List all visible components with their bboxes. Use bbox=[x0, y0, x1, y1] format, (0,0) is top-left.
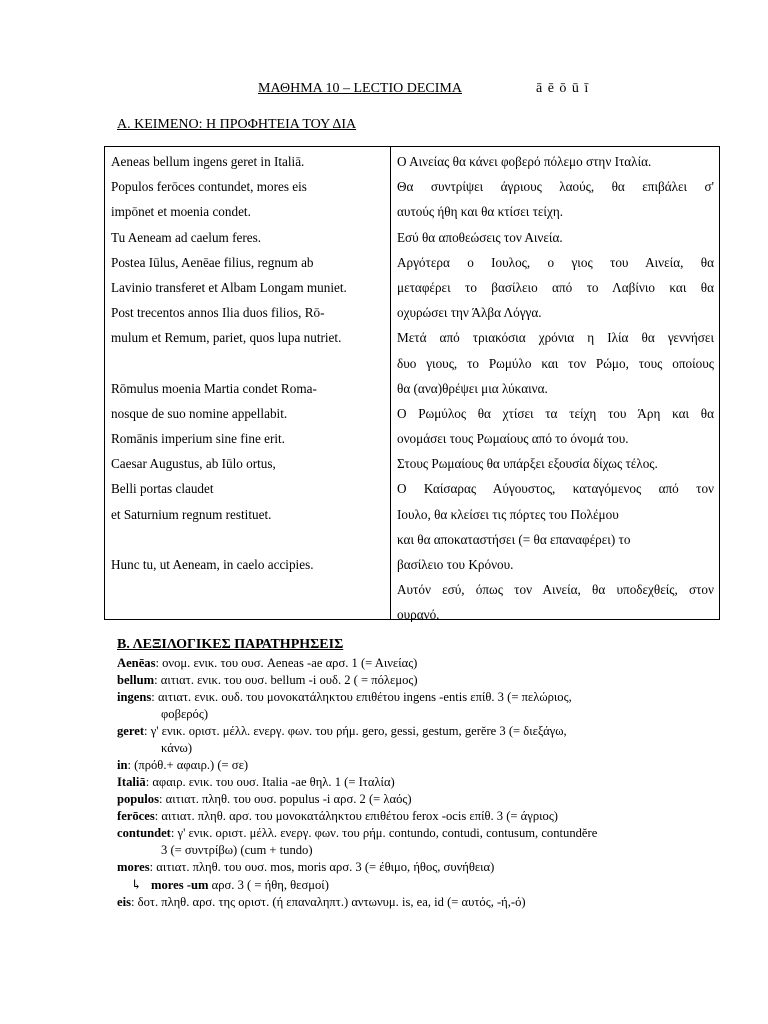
vocab-entry bbox=[117, 859, 737, 876]
greek-line: Αυτόν εσύ, όπως τον Αινεία, θα υποδεχθείς, στον bbox=[397, 582, 714, 598]
greek-line: αυτούς ήθη και θα κτίσει τείχη. bbox=[397, 204, 564, 220]
latin-line bbox=[111, 577, 387, 602]
latin-line bbox=[111, 351, 387, 376]
vocab-headword: Aenēas bbox=[117, 656, 156, 670]
text-translation-table bbox=[104, 146, 720, 623]
latin-line: Romānis imperium sine fine erit. bbox=[111, 431, 285, 447]
vocab-headword: ferōces bbox=[117, 809, 155, 823]
latin-line: nosque de suo nomine appellabit. bbox=[111, 405, 288, 421]
greek-line: ονομάσει τους Ρωμαίους από το όνομά του. bbox=[397, 431, 629, 447]
vocab-entry bbox=[117, 655, 737, 672]
latin-line: Caesar Augustus, ab Iūlo ortus, bbox=[111, 456, 276, 472]
macron-vowels: ā ē ō ū ī bbox=[536, 81, 590, 96]
vocab-definition: : αιτιατ. πληθ. του ουσ. mos, moris αρσ. 3 (= έθιμο, ήθος, συνήθεια) bbox=[149, 860, 495, 874]
vocab-headword: contundet bbox=[117, 826, 171, 840]
vocab-headword: in bbox=[117, 758, 128, 772]
greek-line: μεταφέρει το βασίλειο από το Λαβίνιο και θα bbox=[397, 279, 714, 295]
vocab-headword: mores -um bbox=[151, 878, 209, 892]
greek-line: οχυρώσει την Άλβα Λόγγα. bbox=[397, 305, 542, 321]
latin-text-column bbox=[111, 149, 387, 628]
latin-line: Lavinio transferet et Albam Longam muniet. bbox=[111, 279, 347, 295]
vocab-entry bbox=[117, 774, 737, 791]
greek-line: Ιουλο, θα κλείσει τις πόρτες του Πολέμου bbox=[397, 506, 619, 522]
latin-line: mulum et Remum, pariet, quos lupa nutriet. bbox=[111, 330, 342, 346]
vocab-headword: Italiā bbox=[117, 775, 146, 789]
vocab-entry bbox=[117, 808, 737, 825]
greek-line: Θα συντρίψει άγριους λαούς, θα επιβάλει σ' bbox=[397, 179, 714, 195]
greek-line: βασίλειο του Κρόνου. bbox=[397, 557, 514, 572]
latin-line: Post trecentos annos Ilia duos filios, Rō- bbox=[111, 305, 325, 321]
vocab-headword: mores bbox=[117, 860, 150, 874]
vocab-entry bbox=[117, 672, 737, 689]
greek-translation-column bbox=[397, 149, 714, 628]
vocab-definition: : αιτιατ. πληθ. του ουσ. populus -i αρσ. 2 (= λαός) bbox=[159, 792, 412, 806]
vocab-entry bbox=[117, 723, 737, 740]
greek-line: Ο Ρωμύλος θα χτίσει τα τείχη του Άρη και θα bbox=[397, 405, 714, 421]
greek-line: Ο Καίσαρας Αύγουστος, καταγόμενος από τον bbox=[397, 481, 714, 497]
column-divider bbox=[390, 147, 391, 619]
vocab-definition: : αφαιρ. ενικ. του ουσ. Italia -ae θηλ. 1 (= Ιταλία) bbox=[145, 775, 395, 789]
vocab-headword: geret bbox=[117, 724, 145, 738]
latin-line: impōnet et moenia condet. bbox=[111, 204, 251, 220]
vocab-headword: ingens bbox=[117, 690, 152, 704]
vocab-subentry bbox=[117, 876, 737, 894]
vocab-definition: : (πρόθ.+ αφαιρ.) (= σε) bbox=[127, 758, 249, 772]
vocab-entry bbox=[117, 894, 737, 911]
latin-line: Belli portas claudet bbox=[111, 481, 214, 497]
vocab-headword: populos bbox=[117, 792, 160, 806]
vocab-continuation: 3 (= συντρίβω) (cum + tundo) bbox=[161, 843, 313, 857]
greek-line: Ο Αινείας θα κάνει φοβερό πόλεμο στην Ιταλία. bbox=[397, 154, 652, 169]
section-a-heading: Α. ΚΕΙΜΕΝΟ: Η ΠΡΟΦΗΤΕΙΑ ΤΟΥ ΔΙΑ bbox=[117, 117, 357, 132]
vocab-continuation: φοβερός) bbox=[161, 707, 209, 721]
greek-line: ουρανό. bbox=[397, 607, 440, 623]
greek-line: δυο γιους, το Ρωμύλο και τον Ρώμο, τους οποίους bbox=[397, 355, 714, 371]
latin-line: Populos ferōces contundet, mores eis bbox=[111, 179, 307, 195]
vocab-definition: : αιτιατ. πληθ. αρσ. του μονοκατάληκτου επιθέτου ferox -ocis επίθ. 3 (= άγριος) bbox=[154, 809, 558, 823]
arrow-icon: ↳ bbox=[131, 877, 142, 892]
vocab-definition: : γ' ενικ. οριστ. μέλλ. ενεργ. φων. του ρήμ. gero, gessi, gestum, gerĕre 3 (= διεξάγω, bbox=[144, 724, 567, 738]
greek-line: θα (ανα)θρέψει μια λύκαινα. bbox=[397, 380, 548, 396]
vocab-definition: : ονομ. ενικ. του ουσ. Aeneas -ae αρσ. 1 (= Αινείας) bbox=[155, 656, 418, 670]
vocab-entry bbox=[117, 825, 737, 842]
latin-line: Aeneas bellum ingens geret in Italiā. bbox=[111, 154, 305, 169]
vocab-entry bbox=[117, 757, 737, 774]
latin-line bbox=[111, 602, 387, 627]
vocab-definition: : αιτιατ. ενικ. ουδ. του μονοκατάληκτου επιθέτου ingens -entis επίθ. 3 (= πελώριος, bbox=[151, 690, 572, 704]
vocabulary-notes bbox=[117, 655, 737, 911]
vocab-entry bbox=[117, 689, 737, 706]
section-b-heading: Β. ΛΕΞΙΛΟΓΙΚΕΣ ΠΑΡΑΤΗΡΗΣΕΙΣ bbox=[117, 637, 344, 652]
latin-line: Rōmulus moenia Martia condet Roma- bbox=[111, 380, 317, 396]
greek-line: Εσύ θα αποθεώσεις τον Αινεία. bbox=[397, 229, 563, 245]
greek-line: και θα αποκαταστήσει (= θα επαναφέρει) το bbox=[397, 531, 631, 547]
latin-line bbox=[111, 527, 387, 552]
lesson-title: ΜΑΘΗΜΑ 10 – LECTIO DECIMA bbox=[258, 81, 462, 96]
vocab-definition: : δοτ. πληθ. αρσ. της οριστ. (ή επαναληπτ.) αντωνυμ. is, ea, id (= αυτός, -ή,-ό) bbox=[131, 895, 526, 909]
greek-line: Αργότερα ο Ιουλος, ο γιος του Αινεία, θα bbox=[397, 254, 714, 270]
latin-line: Hunc tu, ut Aeneam, in caelo accipies. bbox=[111, 557, 314, 572]
vocab-headword: bellum bbox=[117, 673, 155, 687]
vocab-continuation: κάνω) bbox=[161, 741, 193, 755]
latin-line: Tu Aeneam ad caelum feres. bbox=[111, 229, 262, 245]
greek-line: Στους Ρωμαίους θα υπάρξει εξουσία δίχως τέλος. bbox=[397, 456, 658, 472]
vocab-headword: eis bbox=[117, 895, 131, 909]
vocab-entry bbox=[117, 791, 737, 808]
vocab-definition: αρσ. 3 ( = ήθη, θεσμοί) bbox=[208, 878, 329, 892]
greek-line: Μετά από τριακόσια χρόνια η Ιλία θα γεννήσει bbox=[397, 330, 714, 346]
document-title bbox=[0, 81, 768, 101]
latin-line: et Saturnium regnum restituet. bbox=[111, 506, 272, 522]
latin-line: Postea Iūlus, Aenēae filius, regnum ab bbox=[111, 254, 314, 270]
vocab-definition: : γ' ενικ. οριστ. μέλλ. ενεργ. φων. του ρήμ. contundo, contudi, contusum, contundĕre bbox=[170, 826, 598, 840]
vocab-definition: : αιτιατ. ενικ. του ουσ. bellum -i ουδ. 2 ( = πόλεμος) bbox=[154, 673, 418, 687]
